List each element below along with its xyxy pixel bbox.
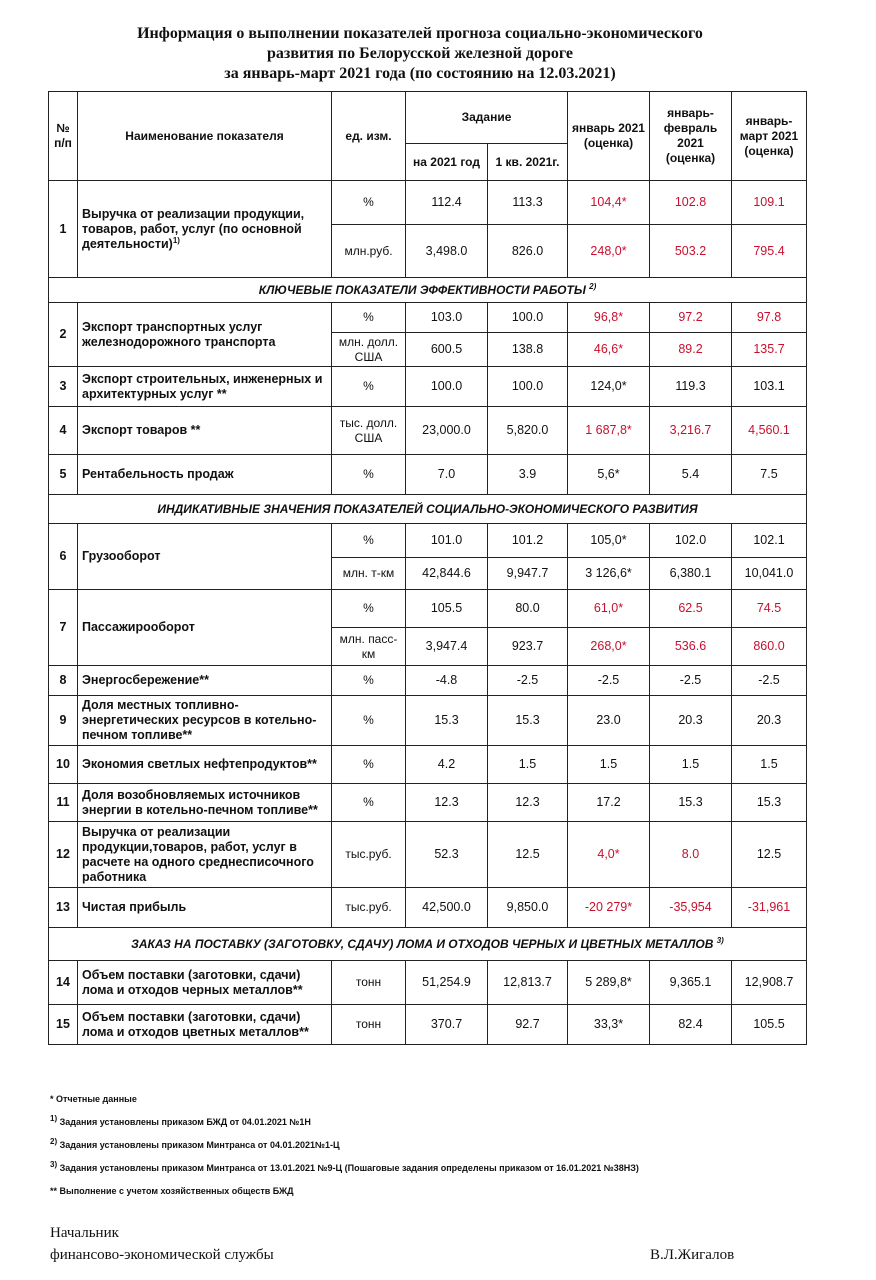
header-num: № п/п: [49, 92, 78, 181]
cell-jan: -2.5: [568, 666, 650, 696]
row-num: 2: [49, 303, 78, 367]
cell-q1: 12.5: [488, 822, 568, 888]
cell-janmar: 7.5: [732, 455, 807, 495]
cell-jan: 4,0*: [568, 822, 650, 888]
row-unit: млн. пасс-км: [332, 628, 406, 666]
cell-janmar: 795.4: [732, 225, 807, 278]
cell-janfeb: -35,954: [650, 888, 732, 928]
cell-year: 112.4: [406, 181, 488, 225]
cell-year: 52.3: [406, 822, 488, 888]
cell-janfeb: 89.2: [650, 333, 732, 367]
row-name: Экспорт транспортных услуг железнодорожного транспорта: [78, 303, 332, 367]
row-name: Выручка от реализации продукции,товаров, работ, услуг в расчете на одного среднесписочного работника: [78, 822, 332, 888]
footnote-1: $^{1)}$ Задания установлены приказом БЖД от 04.01.2021 №1Н: [50, 1114, 311, 1127]
cell-janmar: 12,908.7: [732, 961, 807, 1005]
row-name: Экономия светлых нефтепродуктов**: [78, 746, 332, 784]
row-name: Грузооборот: [78, 524, 332, 590]
footnote-subsidiaries: ** Выполнение с учетом хозяйственных обществ БЖД: [50, 1186, 294, 1196]
cell-year: 15.3: [406, 696, 488, 746]
row-num: 10: [49, 746, 78, 784]
position-line-1: Начальник: [50, 1225, 119, 1241]
row-name: Выручка от реализации продукции, товаров, работ, услуг (по основной деятельности)$^{1)}$: [78, 181, 332, 278]
row-unit: %: [332, 784, 406, 822]
table-row: [49, 303, 807, 333]
cell-q1: 9,850.0: [488, 888, 568, 928]
row-name: Пассажирооборот: [78, 590, 332, 666]
cell-q1: 80.0: [488, 590, 568, 628]
cell-jan: 5 289,8*: [568, 961, 650, 1005]
signatory-position: [50, 1222, 274, 1266]
row-unit: %: [332, 666, 406, 696]
cell-q1: 1.5: [488, 746, 568, 784]
row-num: 12: [49, 822, 78, 888]
title-line-3: за январь-март 2021 года (по состоянию на 12.03.2021): [224, 65, 616, 82]
header-unit: ед. изм.: [332, 92, 406, 181]
cell-jan: 105,0*: [568, 524, 650, 558]
cell-year: 42,844.6: [406, 558, 488, 590]
cell-janfeb: 3,216.7: [650, 407, 732, 455]
cell-janfeb: 6,380.1: [650, 558, 732, 590]
row-num: 4: [49, 407, 78, 455]
cell-q1: 101.2: [488, 524, 568, 558]
cell-q1: 92.7: [488, 1005, 568, 1045]
cell-janmar: 109.1: [732, 181, 807, 225]
header-jan: январь 2021 (оценка): [568, 92, 650, 181]
row-name: Энергосбережение**: [78, 666, 332, 696]
table-row: [49, 822, 807, 888]
cell-jan: 124,0*: [568, 367, 650, 407]
section-key-indicators: КЛЮЧЕВЫЕ ПОКАЗАТЕЛИ ЭФФЕКТИВНОСТИ РАБОТЫ $^{2)}$: [49, 278, 807, 303]
row-unit: %: [332, 181, 406, 225]
cell-q1: 5,820.0: [488, 407, 568, 455]
table-row: [49, 961, 807, 1005]
cell-year: 103.0: [406, 303, 488, 333]
cell-q1: 100.0: [488, 367, 568, 407]
cell-janfeb: 20.3: [650, 696, 732, 746]
signatory-name: В.Л.Жигалов: [650, 1247, 735, 1263]
section-row: [49, 495, 807, 524]
row-unit: млн. долл. США: [332, 333, 406, 367]
row-unit: %: [332, 367, 406, 407]
row-name: Доля возобновляемых источников энергии в котельно-печном топливе**: [78, 784, 332, 822]
cell-janfeb: 1.5: [650, 746, 732, 784]
footnote-3: $^{3)}$ Задания установлены приказом Минтранса от 13.01.2021 №9-Ц (Пошаговые задания определены приказом от 16.01.2021 №38НЗ): [50, 1160, 639, 1173]
cell-jan: 96,8*: [568, 303, 650, 333]
row-unit: млн. т-км: [332, 558, 406, 590]
cell-jan: 5,6*: [568, 455, 650, 495]
cell-janmar: 97.8: [732, 303, 807, 333]
row-name: Экспорт товаров **: [78, 407, 332, 455]
cell-janfeb: 119.3: [650, 367, 732, 407]
section-scrap-metal: ЗАКАЗ НА ПОСТАВКУ (ЗАГОТОВКУ, СДАЧУ) ЛОМА И ОТХОДОВ ЧЕРНЫХ И ЦВЕТНЫХ МЕТАЛЛОВ $^{3)}$: [49, 928, 807, 961]
position-line-2: финансово-экономической службы: [50, 1247, 274, 1263]
table-row: [49, 666, 807, 696]
cell-janmar: 20.3: [732, 696, 807, 746]
row-num: 5: [49, 455, 78, 495]
row-num: 3: [49, 367, 78, 407]
cell-janmar: 1.5: [732, 746, 807, 784]
row-unit: тонн: [332, 961, 406, 1005]
cell-janfeb: 62.5: [650, 590, 732, 628]
cell-janfeb: 536.6: [650, 628, 732, 666]
title-line-2: развития по Белорусской железной дороге: [266, 45, 573, 62]
cell-q1: 113.3: [488, 181, 568, 225]
cell-janfeb: 5.4: [650, 455, 732, 495]
indicators-table: [48, 91, 807, 1045]
cell-year: 12.3: [406, 784, 488, 822]
cell-year: 7.0: [406, 455, 488, 495]
cell-janmar: 105.5: [732, 1005, 807, 1045]
cell-janfeb: 15.3: [650, 784, 732, 822]
row-unit: %: [332, 303, 406, 333]
document-title: [40, 24, 800, 84]
cell-janmar: 15.3: [732, 784, 807, 822]
cell-janmar: -31,961: [732, 888, 807, 928]
cell-janmar: 102.1: [732, 524, 807, 558]
cell-jan: 3 126,6*: [568, 558, 650, 590]
cell-q1: 15.3: [488, 696, 568, 746]
cell-q1: 923.7: [488, 628, 568, 666]
table-row: [49, 888, 807, 928]
cell-q1: 12,813.7: [488, 961, 568, 1005]
table-row: [49, 455, 807, 495]
row-name: Объем поставки (заготовки, сдачи) лома и отходов цветных металлов**: [78, 1005, 332, 1045]
row-num: 15: [49, 1005, 78, 1045]
row-unit: %: [332, 746, 406, 784]
cell-q1: 138.8: [488, 333, 568, 367]
cell-janfeb: 503.2: [650, 225, 732, 278]
table-row: [49, 524, 807, 558]
cell-janmar: 103.1: [732, 367, 807, 407]
cell-jan: 1 687,8*: [568, 407, 650, 455]
cell-jan: 1.5: [568, 746, 650, 784]
row-unit: %: [332, 696, 406, 746]
table-row: [49, 367, 807, 407]
cell-janfeb: 8.0: [650, 822, 732, 888]
row-name: Доля местных топливно-энергетических ресурсов в котельно-печном топливе**: [78, 696, 332, 746]
header-task-q1: 1 кв. 2021г.: [488, 144, 568, 181]
row-num: 14: [49, 961, 78, 1005]
cell-jan: 23.0: [568, 696, 650, 746]
cell-year: 51,254.9: [406, 961, 488, 1005]
cell-jan: 61,0*: [568, 590, 650, 628]
row-num: 9: [49, 696, 78, 746]
table-row: [49, 181, 807, 225]
cell-jan: 268,0*: [568, 628, 650, 666]
cell-q1: 100.0: [488, 303, 568, 333]
cell-jan: 46,6*: [568, 333, 650, 367]
cell-janmar: 135.7: [732, 333, 807, 367]
row-name: Рентабельность продаж: [78, 455, 332, 495]
section-indicative: ИНДИКАТИВНЫЕ ЗНАЧЕНИЯ ПОКАЗАТЕЛЕЙ СОЦИАЛЬНО-ЭКОНОМИЧЕСКОГО РАЗВИТИЯ: [49, 495, 807, 524]
row-name: Чистая прибыль: [78, 888, 332, 928]
row-name: Экспорт строительных, инженерных и архитектурных услуг **: [78, 367, 332, 407]
cell-janmar: 860.0: [732, 628, 807, 666]
cell-janfeb: 102.8: [650, 181, 732, 225]
row-unit: тонн: [332, 1005, 406, 1045]
row-num: 7: [49, 590, 78, 666]
cell-janmar: 12.5: [732, 822, 807, 888]
cell-year: 105.5: [406, 590, 488, 628]
row-unit: тыс.руб.: [332, 888, 406, 928]
cell-janfeb: 102.0: [650, 524, 732, 558]
cell-year: 23,000.0: [406, 407, 488, 455]
cell-jan: 33,3*: [568, 1005, 650, 1045]
cell-janmar: 4,560.1: [732, 407, 807, 455]
header-janfeb: январь- февраль 2021 (оценка): [650, 92, 732, 181]
cell-jan: 104,4*: [568, 181, 650, 225]
header-row: [49, 92, 807, 144]
footnote-reported: * Отчетные данные: [50, 1094, 137, 1104]
table-row: [49, 407, 807, 455]
row-num: 11: [49, 784, 78, 822]
row-unit: тыс. долл. США: [332, 407, 406, 455]
cell-year: 4.2: [406, 746, 488, 784]
table-row: [49, 1005, 807, 1045]
cell-jan: -20 279*: [568, 888, 650, 928]
cell-year: 3,498.0: [406, 225, 488, 278]
row-name: Объем поставки (заготовки, сдачи) лома и отходов черных металлов**: [78, 961, 332, 1005]
cell-year: 100.0: [406, 367, 488, 407]
cell-q1: 826.0: [488, 225, 568, 278]
cell-janfeb: 82.4: [650, 1005, 732, 1045]
header-task-year: на 2021 год: [406, 144, 488, 181]
footnote-ref: 1): [172, 235, 180, 245]
header-janmar: январь- март 2021 (оценка): [732, 92, 807, 181]
title-line-1: Информация о выполнении показателей прогноза социально-экономического: [137, 25, 703, 42]
cell-year: 370.7: [406, 1005, 488, 1045]
table-row: [49, 696, 807, 746]
row-num: 6: [49, 524, 78, 590]
footnote-2: $^{2)}$ Задания установлены приказом Минтранса от 04.01.2021№1-Ц: [50, 1137, 340, 1150]
cell-year: -4.8: [406, 666, 488, 696]
header-name: Наименование показателя: [78, 92, 332, 181]
cell-year: 3,947.4: [406, 628, 488, 666]
row-unit: %: [332, 455, 406, 495]
cell-janmar: -2.5: [732, 666, 807, 696]
section-row: [49, 278, 807, 303]
row-unit: %: [332, 524, 406, 558]
row-unit: тыс.руб.: [332, 822, 406, 888]
section-row: [49, 928, 807, 961]
header-task: Задание: [406, 92, 568, 144]
cell-janfeb: 9,365.1: [650, 961, 732, 1005]
cell-jan: 17.2: [568, 784, 650, 822]
cell-q1: 12.3: [488, 784, 568, 822]
row-unit: млн.руб.: [332, 225, 406, 278]
table-row: [49, 746, 807, 784]
table-row: [49, 784, 807, 822]
cell-q1: 3.9: [488, 455, 568, 495]
row-num: 8: [49, 666, 78, 696]
cell-janfeb: -2.5: [650, 666, 732, 696]
cell-jan: 248,0*: [568, 225, 650, 278]
row-num: 1: [49, 181, 78, 278]
cell-janfeb: 97.2: [650, 303, 732, 333]
cell-janmar: 10,041.0: [732, 558, 807, 590]
footnotes: [50, 1094, 639, 1209]
cell-janmar: 74.5: [732, 590, 807, 628]
cell-year: 101.0: [406, 524, 488, 558]
row-unit: %: [332, 590, 406, 628]
cell-year: 42,500.0: [406, 888, 488, 928]
cell-q1: 9,947.7: [488, 558, 568, 590]
table-row: [49, 590, 807, 628]
row-num: 13: [49, 888, 78, 928]
cell-year: 600.5: [406, 333, 488, 367]
cell-q1: -2.5: [488, 666, 568, 696]
